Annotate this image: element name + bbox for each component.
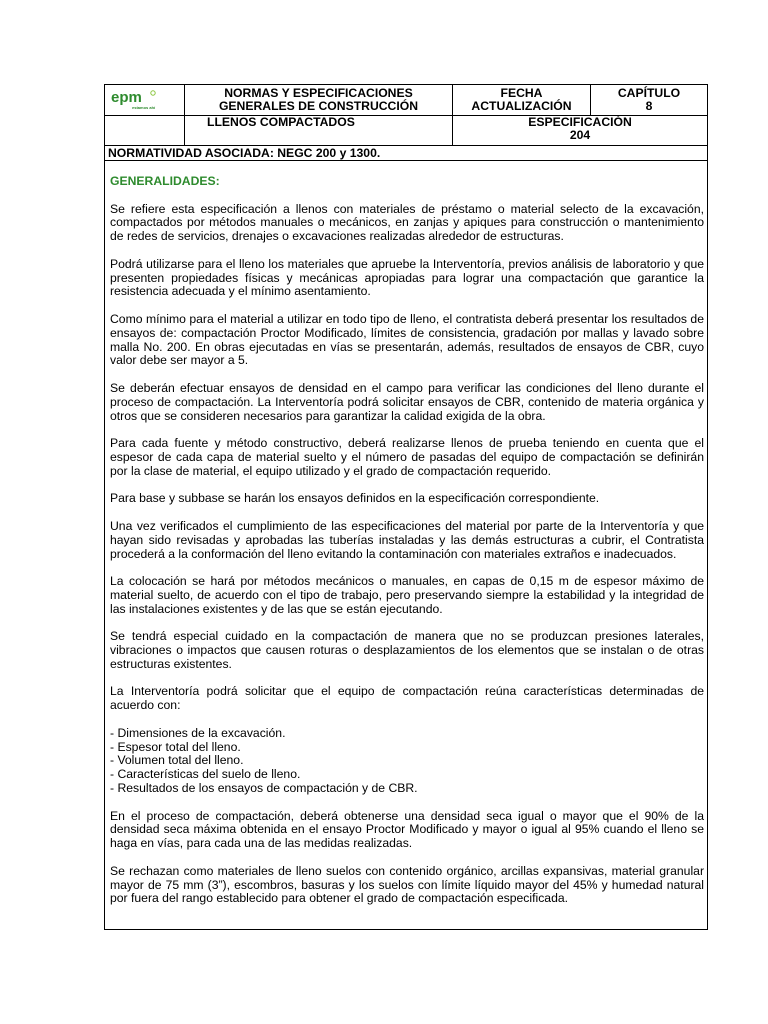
paragraph-9: Se tendrá especial cuidado en la compactación de manera que no se produzcan presiones laterales, vibraciones o impactos que causen roturas o desplazamientos de los elementos que se instalan o de otras estructuras existentes. — [110, 629, 704, 671]
requirements-list — [110, 727, 704, 796]
header-row-3 — [105, 146, 707, 161]
document-frame — [104, 84, 708, 930]
fecha-label — [453, 85, 591, 115]
paragraph-12: Se rechazan como materiales de lleno suelos con contenido orgánico, arcillas expansivas, material granular mayor de 75 mm (3”), escombros, basuras y los suelos con límite líquido mayor del 45% y humedad natural por fuera del rango establecido para obtener el grado de compactación especificada. — [110, 863, 704, 906]
header-row-2 — [105, 116, 707, 146]
paragraph-7: Una vez verificados el cumplimiento de las especificaciones del material por parte de la Interventoría y que hayan sido revisadas y aprobadas las tuberías instaladas y las demás estructuras a cubrir, el Contratista procederá a la conformación del lleno evitando la contaminación con materiales extraños e inadecuados. — [110, 518, 704, 561]
paragraph-1: Se refiere esta especificación a llenos con materiales de préstamo o material selecto de la excavación, compactados por métodos manuales o mecánicos, en zanjas y apiques para construcción o mantenimiento de redes de servicios, drenajes o excavaciones realizadas alrededor de estructuras. — [110, 201, 704, 244]
title-line-2: GENERALES DE CONSTRUCCIÓN — [218, 99, 419, 113]
document-body — [110, 175, 704, 920]
paragraph-4: Se deberán efectuar ensayos de densidad en el campo para verificar las condiciones del lleno durante el proceso de compactación. La Interventoría podrá solicitar ensayos de CBR, contenido de materia orgánica y otros que se consideren necesarios para garantizar la calidad exigida de la obra. — [110, 380, 704, 423]
capitulo-value: 8 — [645, 99, 653, 113]
list-item: - Dimensiones de la excavación. — [110, 725, 286, 740]
list-item: - Características del suelo de lleno. — [110, 767, 301, 782]
paragraph-6: Para base y subbase se harán los ensayos definidos en la especificación correspondiente. — [110, 491, 600, 506]
paragraph-5: Para cada fuente y método constructivo, deberá realizarse llenos de prueba teniendo en cuenta que el espesor de cada capa de material suelto y el número de pasadas del equipo de compactación se definirán por la clase de material, el equipo utilizado y el grado de compactación requerido. — [110, 436, 704, 478]
capitulo-label: CAPÍTULO — [617, 86, 681, 100]
paragraph-10: La Interventoría podrá solicitar que el equipo de compactación reúna características determinadas de acuerdo con: — [110, 684, 704, 713]
svg-text:epm: epm — [111, 89, 142, 106]
capitulo-cell — [591, 85, 707, 115]
fecha-line-2: ACTUALIZACIÓN — [471, 99, 572, 113]
paragraph-2: Podrá utilizarse para el lleno los materiales que apruebe la Interventoría, previos análisis de laboratorio y que presenten propiedades físicas y mecánicas apropiadas para lograr una compactación que garantice la resistencia adecuada y el mínimo asentamiento. — [110, 256, 704, 299]
subject-cell — [185, 116, 453, 145]
especificacion-cell — [453, 116, 707, 145]
paragraph-3: Como mínimo para el material a utilizar en todo tipo de lleno, el contratista deberá presentar los resultados de ensayos de: compactación Proctor Modificado, límites de consistencia, gradación por mallas y lavado sobre malla No. 200. En obras ejecutadas en vías se presentarán, además, resultados de ensayos de CBR, cuyo valor debe ser mayor a 5. — [110, 311, 704, 368]
paragraph-8: La colocación se hará por métodos mecánicos o manuales, en capas de 0,15 m de espesor máximo de material suelto, de acuerdo con el tipo de trabajo, pero preservando siempre la estabilidad y la integridad de las instalaciones existentes y de las que se están ejecutando. — [110, 574, 704, 616]
list-item: - Resultados de los ensayos de compactación y de CBR. — [110, 781, 418, 796]
list-item: - Volumen total del lleno. — [110, 753, 244, 768]
blank-cell — [105, 116, 185, 145]
subject-title: LLENOS COMPACTADOS — [207, 115, 355, 129]
title-line-1: NORMAS Y ESPECIFICACIONES — [224, 86, 413, 100]
logo-subtext: estamos ahí — [132, 105, 156, 110]
especificacion-label: ESPECIFICACIÓN — [528, 115, 632, 129]
list-item: - Espesor total del lleno. — [110, 739, 241, 754]
fecha-line-1: FECHA — [500, 86, 543, 100]
paragraph-11: En el proceso de compactación, deberá obtenerse una densidad seca igual o mayor que el 90% de la densidad seca máxima obtenida en el ensayo Proctor Modificado y mayor o igual al 95% cuando el lleno se haga en vías, para cada una de las medidas realizadas. — [110, 808, 704, 851]
epm-logo-icon — [110, 88, 158, 110]
section-title: GENERALIDADES: — [110, 174, 220, 188]
especificacion-value: 204 — [569, 128, 591, 142]
header-row-1 — [105, 85, 707, 116]
document-title — [185, 85, 453, 115]
normatividad-line: NORMATIVIDAD ASOCIADA: NEGC 200 y 1300. — [108, 146, 381, 160]
logo-cell — [105, 85, 185, 115]
